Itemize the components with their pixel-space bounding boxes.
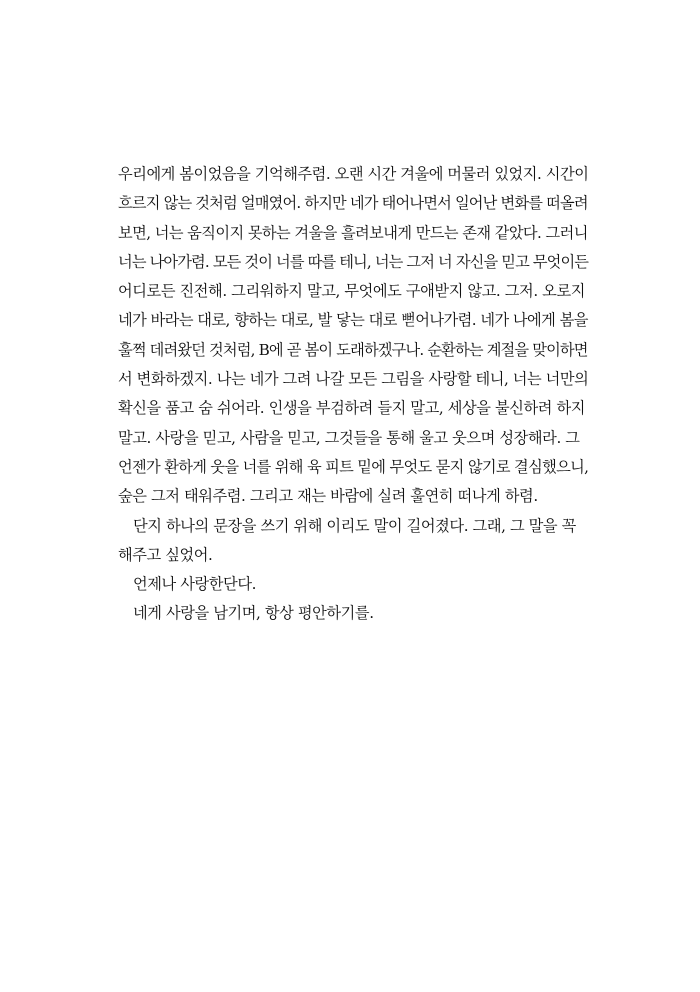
text-line: 훌쩍 데려왔던 것처럼, B에 곧 봄이 도래하겠구나. 순환하는 계절을 맞이하면 [118, 340, 588, 359]
text-line: 숲은 그저 태워주렴. 그리고 재는 바람에 실려 훌연히 떠나게 하렴. [118, 487, 538, 506]
paragraph-3 [118, 570, 588, 599]
text-line: 말고. 사랑을 믿고, 사람을 믿고, 그것들을 통해 울고 웃으며 성장해라. 그 [118, 428, 580, 447]
text-line: 우리에게 봄이었음을 기억해주렴. 오랜 시간 겨울에 머물러 있었지. 시간이 [118, 165, 589, 183]
paragraph-1 [118, 160, 588, 512]
text-line: 어디로든 진전해. 그리워하지 말고, 무엇에도 구애받지 않고. 그저. 오로지 [118, 282, 585, 301]
text-line: 네가 바라는 대로, 향하는 대로, 발 닿는 대로 뻗어나가렴. 네가 나에게 봄을 [118, 311, 588, 330]
text-line: 단지 하나의 문장을 쓰기 위해 이리도 말이 길어졌다. 그래, 그 말을 꼭 [133, 516, 576, 535]
text-line: 흐르지 않는 것처럼 얼매였어. 하지만 네가 태어나면서 일어난 변화를 떠올려 [118, 194, 588, 213]
text-line: 확신을 품고 숨 쉬어라. 인생을 부검하려 들지 말고, 세상을 불신하려 하지 [118, 399, 585, 418]
text-line: 언제나 사랑한단다. [133, 575, 257, 594]
text-line: 서 변화하겠지. 나는 네가 그려 나갈 모든 그림을 사랑할 테니, 너는 너만의 [118, 370, 589, 389]
paragraph-2 [118, 512, 588, 571]
text-line: 보면, 너는 움직이지 못하는 겨울을 흘려보내게 만드는 존재 같았다. 그러니 [118, 223, 588, 242]
paragraph-4 [118, 599, 588, 628]
text-line: 네게 사랑을 남기며, 항상 평안하기를. [133, 604, 374, 623]
text-line: 언젠가 환하게 웃을 너를 위해 육 피트 밑에 무엇도 묻지 않기로 결심했으니, [118, 457, 589, 476]
text-line: 해주고 싶었어. [118, 545, 213, 564]
text-line: 너는 나아가렴. 모든 것이 너를 따를 테니, 너는 그저 너 자신을 믿고 무엇이든 [118, 252, 589, 271]
letter-body [118, 160, 588, 629]
